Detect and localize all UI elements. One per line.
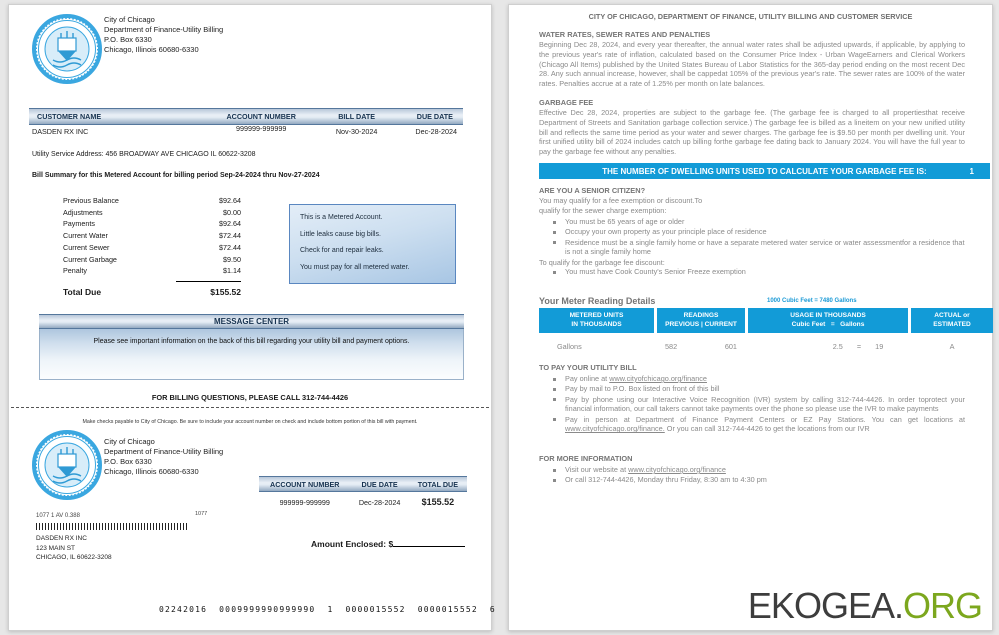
header-line: ACTUAL or — [934, 312, 970, 319]
garbage-fee-heading: GARBAGE FEE — [539, 98, 594, 107]
service-address: Utility Service Address: 456 BROADWAY AVE CHICAGO IL 60622-3208 — [32, 151, 256, 158]
total-divider — [176, 281, 241, 282]
amount-enclosed-field[interactable] — [393, 538, 465, 547]
recipient-line: 123 MAIN ST — [36, 544, 76, 552]
bullet-icon — [553, 398, 556, 401]
metered-notice-line: Check for and repair leaks. — [300, 247, 384, 254]
metered-notice-line: You must pay for all metered water. — [300, 263, 410, 271]
total-due-label: Total Due — [63, 287, 102, 297]
dwelling-units-label: THE NUMBER OF DWELLING UNITS USED TO CALCULATE YOUR GARBAGE FEE IS: — [602, 166, 927, 176]
metered-notice-line: This is a Metered Account. — [300, 214, 383, 221]
bullet-text — [565, 374, 965, 384]
summary-value: $9.50 — [223, 254, 241, 264]
bill-summary-title: Bill Summary for this Metered Account for billing period Sep-24-2024 thru Nov-27-2024 — [32, 172, 320, 179]
current-reading: 601 — [724, 342, 737, 351]
sender-line: City of Chicago — [104, 15, 155, 24]
customer-name-value: DASDEN RX INC — [32, 127, 89, 136]
column-header-account-number: ACCOUNT NUMBER — [226, 112, 296, 121]
dwelling-units-banner — [539, 163, 990, 179]
remit-table-row — [259, 497, 467, 507]
meter-unit-value: Gallons — [557, 342, 582, 351]
remit-address-block — [104, 437, 223, 477]
senior-intro-line: You may qualify for a fee exemption or discount.To — [539, 196, 703, 205]
summary-value: $1.14 — [223, 266, 241, 276]
watermark-dark-text: EKOGEA. — [747, 585, 903, 626]
summary-value: $92.64 — [219, 196, 241, 205]
bullet-text: Residence must be a single family home or have a separate metered water service or water assessmentfor a residence that is not a single family home — [565, 237, 965, 257]
total-due-row — [63, 287, 241, 299]
summary-row — [63, 195, 241, 207]
account-number-value: 999999-999999 — [235, 124, 287, 133]
header-line: METERED UNITS — [569, 312, 624, 319]
summary-row — [63, 218, 241, 230]
message-center-body — [39, 329, 464, 380]
bullet-text: Or call 312-744-4426, Monday thru Friday, 8:30 am to 4:30 pm — [565, 475, 767, 485]
checks-payable-note: Make checks payable to City of Chicago. Be sure to include your account number on check and include bottom portion of this bill with payment. — [82, 419, 418, 425]
column-header-usage — [748, 308, 908, 333]
pay-in-person-text: Pay in person at Department of Finance Payment Centers or EZ Pay Stations. You can get locations at — [565, 414, 965, 424]
dwelling-units-value: 1 — [969, 166, 974, 176]
column-header-customer-name: CUSTOMER NAME — [37, 112, 102, 121]
bullet-icon — [553, 479, 556, 482]
summary-row — [63, 254, 241, 266]
finance-link[interactable]: www.cityofchicago.org/finance — [609, 374, 707, 383]
summary-label: Previous Balance — [63, 196, 119, 205]
header-line: USAGE IN THOUSANDS — [790, 312, 866, 319]
list-item — [539, 227, 965, 237]
summary-value: $0.00 — [223, 207, 241, 217]
total-due-value: $155.52 — [210, 287, 241, 297]
recipient-line: CHICAGO, IL 60622-3208 — [36, 554, 112, 561]
column-header-readings — [657, 308, 745, 333]
summary-label: Penalty — [63, 266, 87, 276]
summary-row — [63, 265, 241, 277]
bullet-icon — [553, 418, 556, 421]
garbage-fee-paragraph: Effective Dec 28, 2024, properties are subject to the garbage fee. (The garbage fee is charged to all propertiesthat receive Department of Streets and Sanitation garbage collection service.) The garbage fee is billed as a lineitem on your new unified utility bill and reflects the same time period as your water and sewer charges. The garbage fee is $9.50 per month per dwelling unit. Your first unified utility bill of 2024 includes catch up billing forthe garbage fee dating back to January 2024. You will have the full year to pay the garbage fee without any penalties. — [539, 108, 965, 157]
meter-usage-values — [748, 342, 908, 351]
bullet-text: Pay by mail to P.O. Box listed on front of this bill — [565, 384, 720, 394]
mail-sort-code-2: 1077 — [195, 511, 208, 517]
list-item — [539, 374, 965, 384]
usage-gallons: 19 — [875, 342, 884, 351]
recipient-line: DASDEN RX INC — [36, 535, 87, 542]
mail-sort-code: 1077 1 AV 0.388 — [36, 513, 80, 519]
message-center-title: MESSAGE CENTER — [213, 317, 290, 326]
column-header-metered-units — [539, 308, 654, 333]
metered-notice-line: Little leaks cause big bills. — [300, 230, 381, 238]
list-item — [539, 238, 965, 258]
senior-bullet-list — [539, 217, 965, 278]
bullet-text: Occupy your own property as your principle place of residence — [565, 227, 767, 237]
visit-website-text: Visit our website at — [565, 465, 629, 474]
bullet-icon — [553, 378, 556, 381]
senior-intro-line: qualify for the sewer charge exemption: — [539, 205, 667, 215]
sender-line: Chicago, Illinois 60680-6330 — [104, 467, 199, 476]
more-info-bullet-list — [539, 465, 965, 486]
message-center-header — [39, 314, 464, 329]
list-item — [539, 267, 965, 277]
bullet-text: Pay by phone using our Interactive Voice Recognition (IVR) system by calling 312-744-4426. In order toprotect your financial information, our call takers cannot take payments over the phone so please use the IVR to make payments — [565, 394, 965, 414]
list-item — [539, 465, 965, 475]
meter-table-header — [539, 308, 993, 333]
chicago-seal-icon — [31, 13, 103, 85]
meter-readings-values — [657, 342, 745, 351]
summary-value: $92.64 — [219, 219, 241, 229]
pay-online-text: Pay online at — [565, 374, 610, 383]
bullet-icon — [553, 241, 556, 244]
to-pay-heading: TO PAY YOUR UTILITY BILL — [539, 363, 637, 372]
header-line: Cubic Feet = Gallons — [791, 320, 865, 328]
back-page-title: CITY OF CHICAGO, DEPARTMENT OF FINANCE, UTILITY BILLING AND CUSTOMER SERVICE — [588, 12, 913, 21]
bullet-icon — [553, 221, 556, 224]
cubic-feet-conversion-note: 1000 Cubic Feet = 7480 Gallons — [767, 298, 857, 304]
meter-table-row — [539, 342, 993, 351]
summary-row — [63, 230, 241, 242]
column-header-total-due: TOTAL DUE — [417, 479, 459, 489]
remit-account-number: 999999-999999 — [279, 497, 330, 507]
watermark-green-text: ORG — [902, 585, 982, 626]
bill-summary-table — [63, 195, 241, 277]
meter-details-title: Your Meter Reading Details — [539, 296, 656, 306]
billing-questions-line: FOR BILLING QUESTIONS, PLEASE CALL 312-744-4426 — [151, 393, 349, 402]
ocr-scan-line: 02242016 0009999990999990 1 0000015552 0000015552 6 — [159, 605, 496, 614]
sender-line: City of Chicago — [104, 437, 155, 446]
bullet-text — [565, 465, 965, 475]
chicago-seal-icon — [31, 429, 103, 501]
header-line: READINGS — [683, 312, 719, 319]
bullet-icon — [553, 231, 556, 234]
summary-label: Current Sewer — [63, 242, 110, 252]
senior-intro-line: To qualify for the garbage fee discount: — [539, 257, 665, 267]
recipient-address-block — [36, 534, 112, 563]
usage-cubic-feet: 2.5 — [832, 342, 843, 351]
bill-front-page — [8, 4, 496, 631]
header-line: PREVIOUS | CURRENT — [665, 320, 737, 328]
amount-enclosed-label: Amount Enclosed: $ — [311, 539, 394, 549]
column-header-bill-date: BILL DATE — [338, 112, 376, 121]
header-line: IN THOUSANDS — [571, 320, 622, 328]
summary-value: $72.44 — [219, 242, 241, 252]
finance-link[interactable]: www.cityofchicago.org/finance — [628, 465, 726, 474]
account-table-header — [29, 108, 463, 125]
water-rates-paragraph: Beginning Dec 28, 2024, and every year thereafter, the annual water rates shall be adjusted upwards, if applicable, by applying to the previous year's rate of inflation, calculated based on the Consumer Price Index - Urban WageEarners and Clerical Workers (Chicago All Items) published by the United States Bureau of Labor Statistics for the 365-day period ending on the most recent Dec 28. Any such annual increase, however, shall be cappedat 105% of the previous year's rate. The sewer rates are 100% of the water rates. Penalties accrue at a rate of 1.25% per month on late balances. — [539, 40, 965, 89]
perforation-line — [11, 407, 489, 408]
message-center-text: Please see important information on the back of this bill regarding your utility bill and payment options. — [93, 338, 410, 345]
sender-line: P.O. Box 6330 — [104, 457, 152, 466]
remit-due-date: Dec-28-2024 — [358, 497, 401, 507]
summary-row — [63, 242, 241, 254]
bullet-icon — [553, 469, 556, 472]
list-item — [539, 475, 965, 485]
header-line: ESTIMATED — [933, 320, 971, 328]
sender-line: Chicago, Illinois 60680-6330 — [104, 45, 199, 54]
bill-back-page — [508, 4, 993, 631]
bullet-text: You must be 65 years of age or older — [565, 217, 685, 226]
due-date-value: Dec-28-2024 — [415, 127, 457, 136]
pay-in-person-tail: Or you can call 312-744-4426 to get the locations from our IVR — [664, 424, 870, 434]
list-item — [539, 395, 965, 415]
summary-label: Current Garbage — [63, 254, 117, 264]
column-header-due-date: DUE DATE — [416, 112, 453, 121]
senior-citizen-heading: ARE YOU A SENIOR CITIZEN? — [539, 186, 646, 195]
sender-address-block — [104, 15, 223, 55]
remit-table-header — [259, 476, 467, 492]
metered-account-notice — [289, 204, 456, 284]
sender-line: Department of Finance-Utility Billing — [104, 25, 224, 34]
column-header-due-date: DUE DATE — [361, 479, 398, 489]
account-table-row — [29, 124, 463, 136]
summary-label: Adjustments — [63, 207, 103, 217]
list-item — [539, 217, 965, 227]
list-item — [539, 384, 965, 394]
previous-reading: 582 — [665, 342, 678, 351]
sender-line: P.O. Box 6330 — [104, 35, 152, 44]
summary-value: $72.44 — [219, 231, 241, 241]
pay-bullet-list — [539, 374, 965, 435]
summary-label: Current Water — [63, 231, 108, 241]
column-header-account-number: ACCOUNT NUMBER — [270, 479, 340, 489]
usage-equals-sign: = — [856, 342, 862, 351]
bullet-text: You must have Cook County's Senior Freeze exemption — [565, 267, 746, 277]
ekogea-watermark — [748, 585, 982, 627]
summary-label: Payments — [63, 219, 95, 229]
remit-total-due: $155.52 — [421, 497, 455, 507]
summary-row — [63, 207, 241, 219]
list-item — [539, 415, 965, 435]
amount-enclosed — [311, 538, 465, 549]
sender-line: Department of Finance-Utility Billing — [104, 447, 224, 456]
finance-link[interactable]: www.cityofchicago.org/finance. — [565, 424, 665, 434]
actual-estimated-value: A — [949, 342, 955, 351]
bullet-icon — [553, 388, 556, 391]
column-header-actual-estimated — [911, 308, 993, 333]
intelligent-mail-barcode — [36, 523, 188, 530]
bullet-icon — [553, 271, 556, 274]
bill-date-value: Nov-30-2024 — [335, 127, 378, 136]
bullet-text — [565, 415, 965, 435]
more-info-heading: FOR MORE INFORMATION — [539, 454, 633, 463]
water-rates-heading: WATER RATES, SEWER RATES AND PENALTIES — [539, 30, 711, 39]
